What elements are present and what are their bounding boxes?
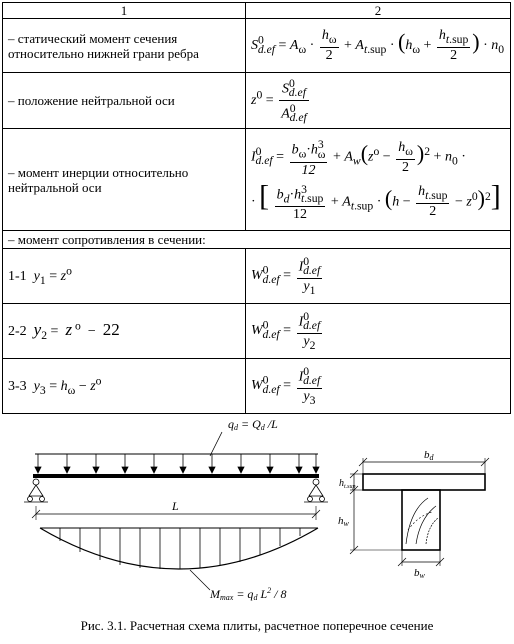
load-label: qd = Qd /L — [228, 417, 278, 432]
hw-label: hw — [338, 515, 349, 528]
load-arrows — [35, 454, 319, 473]
bw-label: bw — [414, 567, 425, 580]
formula-static-moment: $S^0_{d.ef} = A_\omega$ · $\frac{h_\omega}{2}$ + $A_{t.sup} \cdot (h_\omega$ + $\frac{h_{t.sup}}{2}$ ) · $n_0$ — [246, 19, 511, 73]
formula-neutral-axis: $z^0$ = $\frac{S^0_{d.ef}}{A^0_{d.ef}}$ — [246, 73, 511, 129]
table-row — [3, 304, 511, 359]
cross-section — [338, 449, 489, 580]
table-header — [3, 3, 511, 19]
header-col-2: 2 — [246, 3, 511, 19]
figure-caption: Рис. 3.1. Расчетная схема плиты, расчетное поперечное сечение — [80, 618, 434, 633]
section-1-1: 1-1 $y_1 = z^o$ — [3, 249, 246, 304]
section-label-3-3: 3-3 — [8, 379, 27, 395]
formula-section-modulus-1: $W^0_{d.ef}$ = $\frac{I^0_{d.ef}}{y_1}$ — [246, 249, 511, 304]
span-label: L — [172, 499, 179, 513]
bd-label: bd — [424, 449, 434, 462]
formula-section-modulus-3: $W^0_{d.ef}$ = $\frac{I^0_{d.ef}}{y_3}$ — [246, 359, 511, 414]
beam — [33, 474, 319, 478]
row-desc-inertia-moment: – момент инерции относительно нейтральной оси — [3, 129, 246, 231]
table-row — [3, 73, 511, 129]
section-label-1-1: 1-1 — [8, 269, 27, 285]
formula-inertia-moment: $I^0_{d.ef}$ = $\frac{b_\omega\cdot h^3_\omega}{12}$ + $A_w(z^o$ − $\frac{h_\omega}{2}$ )$^2 + n_0$ · · [ $\frac{b_d\cdot h^3_{t.sup}}{12}$ + $A_{t.sup} \cdot (h$ − $\frac{h_{t.sup}}{2}$ − $z^0)^2$] — [246, 129, 511, 231]
row-desc-neutral-axis: – положение нейтральной оси — [3, 73, 246, 129]
formula-table — [2, 2, 511, 414]
formula-section-modulus-2: $W^0_{d.ef}$ = $\frac{I^0_{d.ef}}{y_2}$ — [246, 304, 511, 359]
moment-label: Mmax = qd $L^2 / 8$ — [210, 586, 287, 602]
beam-scheme-diagram — [0, 410, 514, 610]
right-support — [304, 479, 328, 502]
row-desc-section-modulus: – момент сопротивления в сечении: — [3, 231, 511, 249]
htsup-label: $h_{t.sup}$ — [339, 478, 356, 490]
table-row — [3, 249, 511, 304]
header-col-1: 1 — [3, 3, 246, 19]
table-row — [3, 19, 511, 73]
table-row — [3, 359, 511, 414]
table-row — [3, 129, 511, 231]
row-desc-static-moment: – статический момент сечения относительно нижней грани ребра — [3, 19, 246, 73]
section-2-2: 2-2 $y_2 = z$ $^o$ − 22 — [3, 304, 246, 359]
table-row — [3, 231, 511, 249]
section-3-3: 3-3 $y_3 = h_\omega - z^o$ — [3, 359, 246, 414]
left-support — [24, 479, 48, 502]
moment-diagram — [40, 528, 318, 569]
section-label-2-2: 2-2 — [8, 324, 27, 340]
